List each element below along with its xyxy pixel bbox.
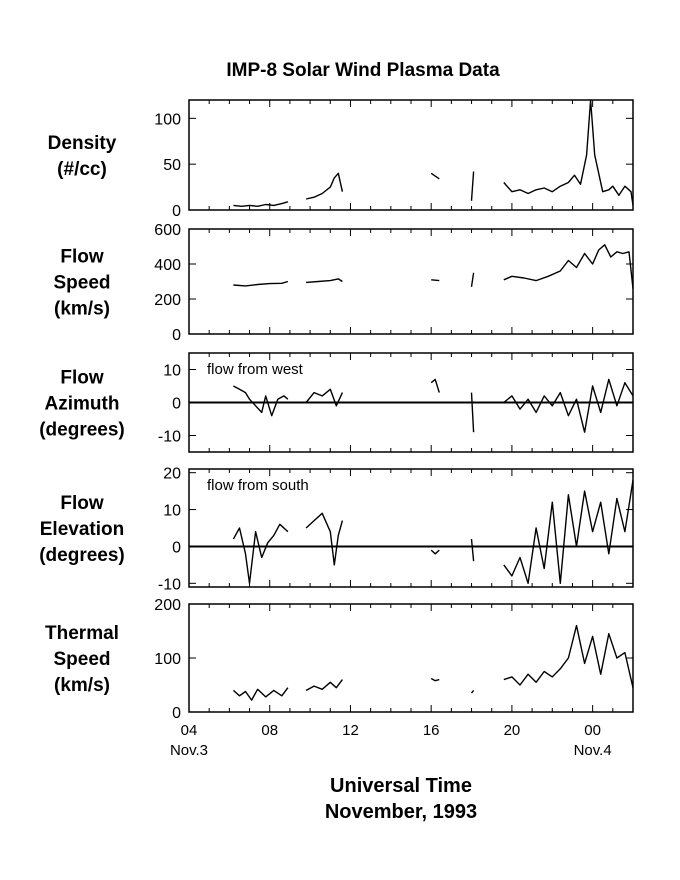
data-series-segment — [431, 679, 439, 681]
data-series-segment — [233, 202, 288, 207]
data-series-segment — [431, 173, 439, 179]
panel-4 — [39, 466, 633, 594]
x-tick-label: 00 — [584, 722, 601, 739]
y-tick-label: -10 — [157, 428, 181, 446]
panel-3 — [39, 353, 633, 452]
panel-1 — [48, 100, 633, 220]
y-tick-label: 0 — [172, 705, 181, 722]
panel-label-line: Speed — [53, 272, 111, 294]
x-date-label: Nov.4 — [573, 742, 612, 759]
data-series-segment — [431, 550, 439, 554]
panel-label-line: (km/s) — [54, 298, 110, 320]
panel-label-line: (degrees) — [39, 419, 125, 441]
data-series-segment — [233, 282, 288, 286]
data-series-segment — [504, 245, 633, 289]
y-tick-label: -10 — [157, 576, 181, 594]
panel-label-line: (#/cc) — [57, 159, 107, 180]
x-tick-label: 16 — [422, 722, 440, 739]
data-series-segment — [233, 524, 288, 583]
x-tick-label: 12 — [342, 722, 359, 739]
data-series-segment — [504, 100, 633, 205]
panel-label-line: Speed — [53, 649, 111, 670]
chart-title: IMP-8 Solar Wind Plasma Data — [226, 60, 500, 81]
data-series-segment — [472, 172, 474, 201]
y-tick-label: 200 — [154, 597, 181, 614]
data-series-segment — [504, 626, 633, 688]
panel-label-line: Flow — [60, 246, 104, 268]
panel-label-line: (degrees) — [39, 545, 125, 566]
data-series-segment — [431, 379, 439, 392]
data-series-segment — [472, 273, 474, 287]
data-series-segment — [233, 386, 288, 416]
y-tick-label: 0 — [172, 203, 181, 220]
data-series-segment — [306, 279, 342, 283]
panel-label-line: Elevation — [39, 519, 125, 540]
x-tick-label: 04 — [180, 722, 198, 739]
data-series-segment — [472, 393, 474, 433]
x-tick-label: 20 — [503, 722, 521, 739]
data-series-segment — [504, 480, 633, 583]
panel-label-line: Density — [47, 133, 117, 154]
data-series-segment — [431, 280, 439, 281]
y-tick-label: 100 — [154, 651, 181, 668]
panel-label-line: Azimuth — [44, 393, 120, 415]
y-tick-label: 600 — [154, 222, 181, 239]
x-tick-label: 08 — [261, 722, 279, 739]
y-tick-label: 400 — [154, 257, 181, 274]
y-tick-label: 0 — [172, 395, 181, 413]
x-axis-title: Universal Time — [330, 775, 472, 797]
data-series-segment — [306, 513, 342, 565]
y-tick-label: 20 — [163, 465, 181, 483]
panel-frame — [189, 604, 633, 712]
y-tick-label: 200 — [154, 292, 181, 309]
panel-label-line: Flow — [60, 367, 104, 389]
y-tick-label: 50 — [163, 157, 181, 175]
panel-annotation: flow from south — [207, 477, 309, 494]
panel-annotation: flow from west — [207, 361, 303, 378]
panel-label-line: Thermal — [45, 623, 119, 644]
y-tick-label: 0 — [172, 539, 181, 557]
x-date-label: Nov.3 — [169, 742, 209, 759]
data-series-segment — [472, 539, 474, 561]
x-axis — [170, 722, 612, 759]
data-series-segment — [306, 173, 342, 199]
data-series-segment — [472, 690, 474, 693]
x-axis-subtitle: November, 1993 — [324, 801, 478, 823]
panel-label-line: Flow — [60, 493, 104, 514]
data-series-segment — [233, 688, 288, 700]
panel-label-line: (km/s) — [54, 675, 110, 696]
y-tick-label: 10 — [163, 362, 181, 380]
panel-5 — [45, 597, 633, 722]
y-tick-label: 100 — [154, 111, 181, 129]
y-tick-label: 10 — [163, 502, 181, 520]
panel-frame — [189, 229, 633, 334]
panel-2 — [53, 222, 633, 344]
panel-stack — [39, 100, 633, 722]
y-tick-label: 0 — [172, 327, 181, 344]
data-series-segment — [306, 680, 342, 691]
data-series-segment — [504, 379, 633, 432]
panel-frame — [189, 100, 633, 210]
